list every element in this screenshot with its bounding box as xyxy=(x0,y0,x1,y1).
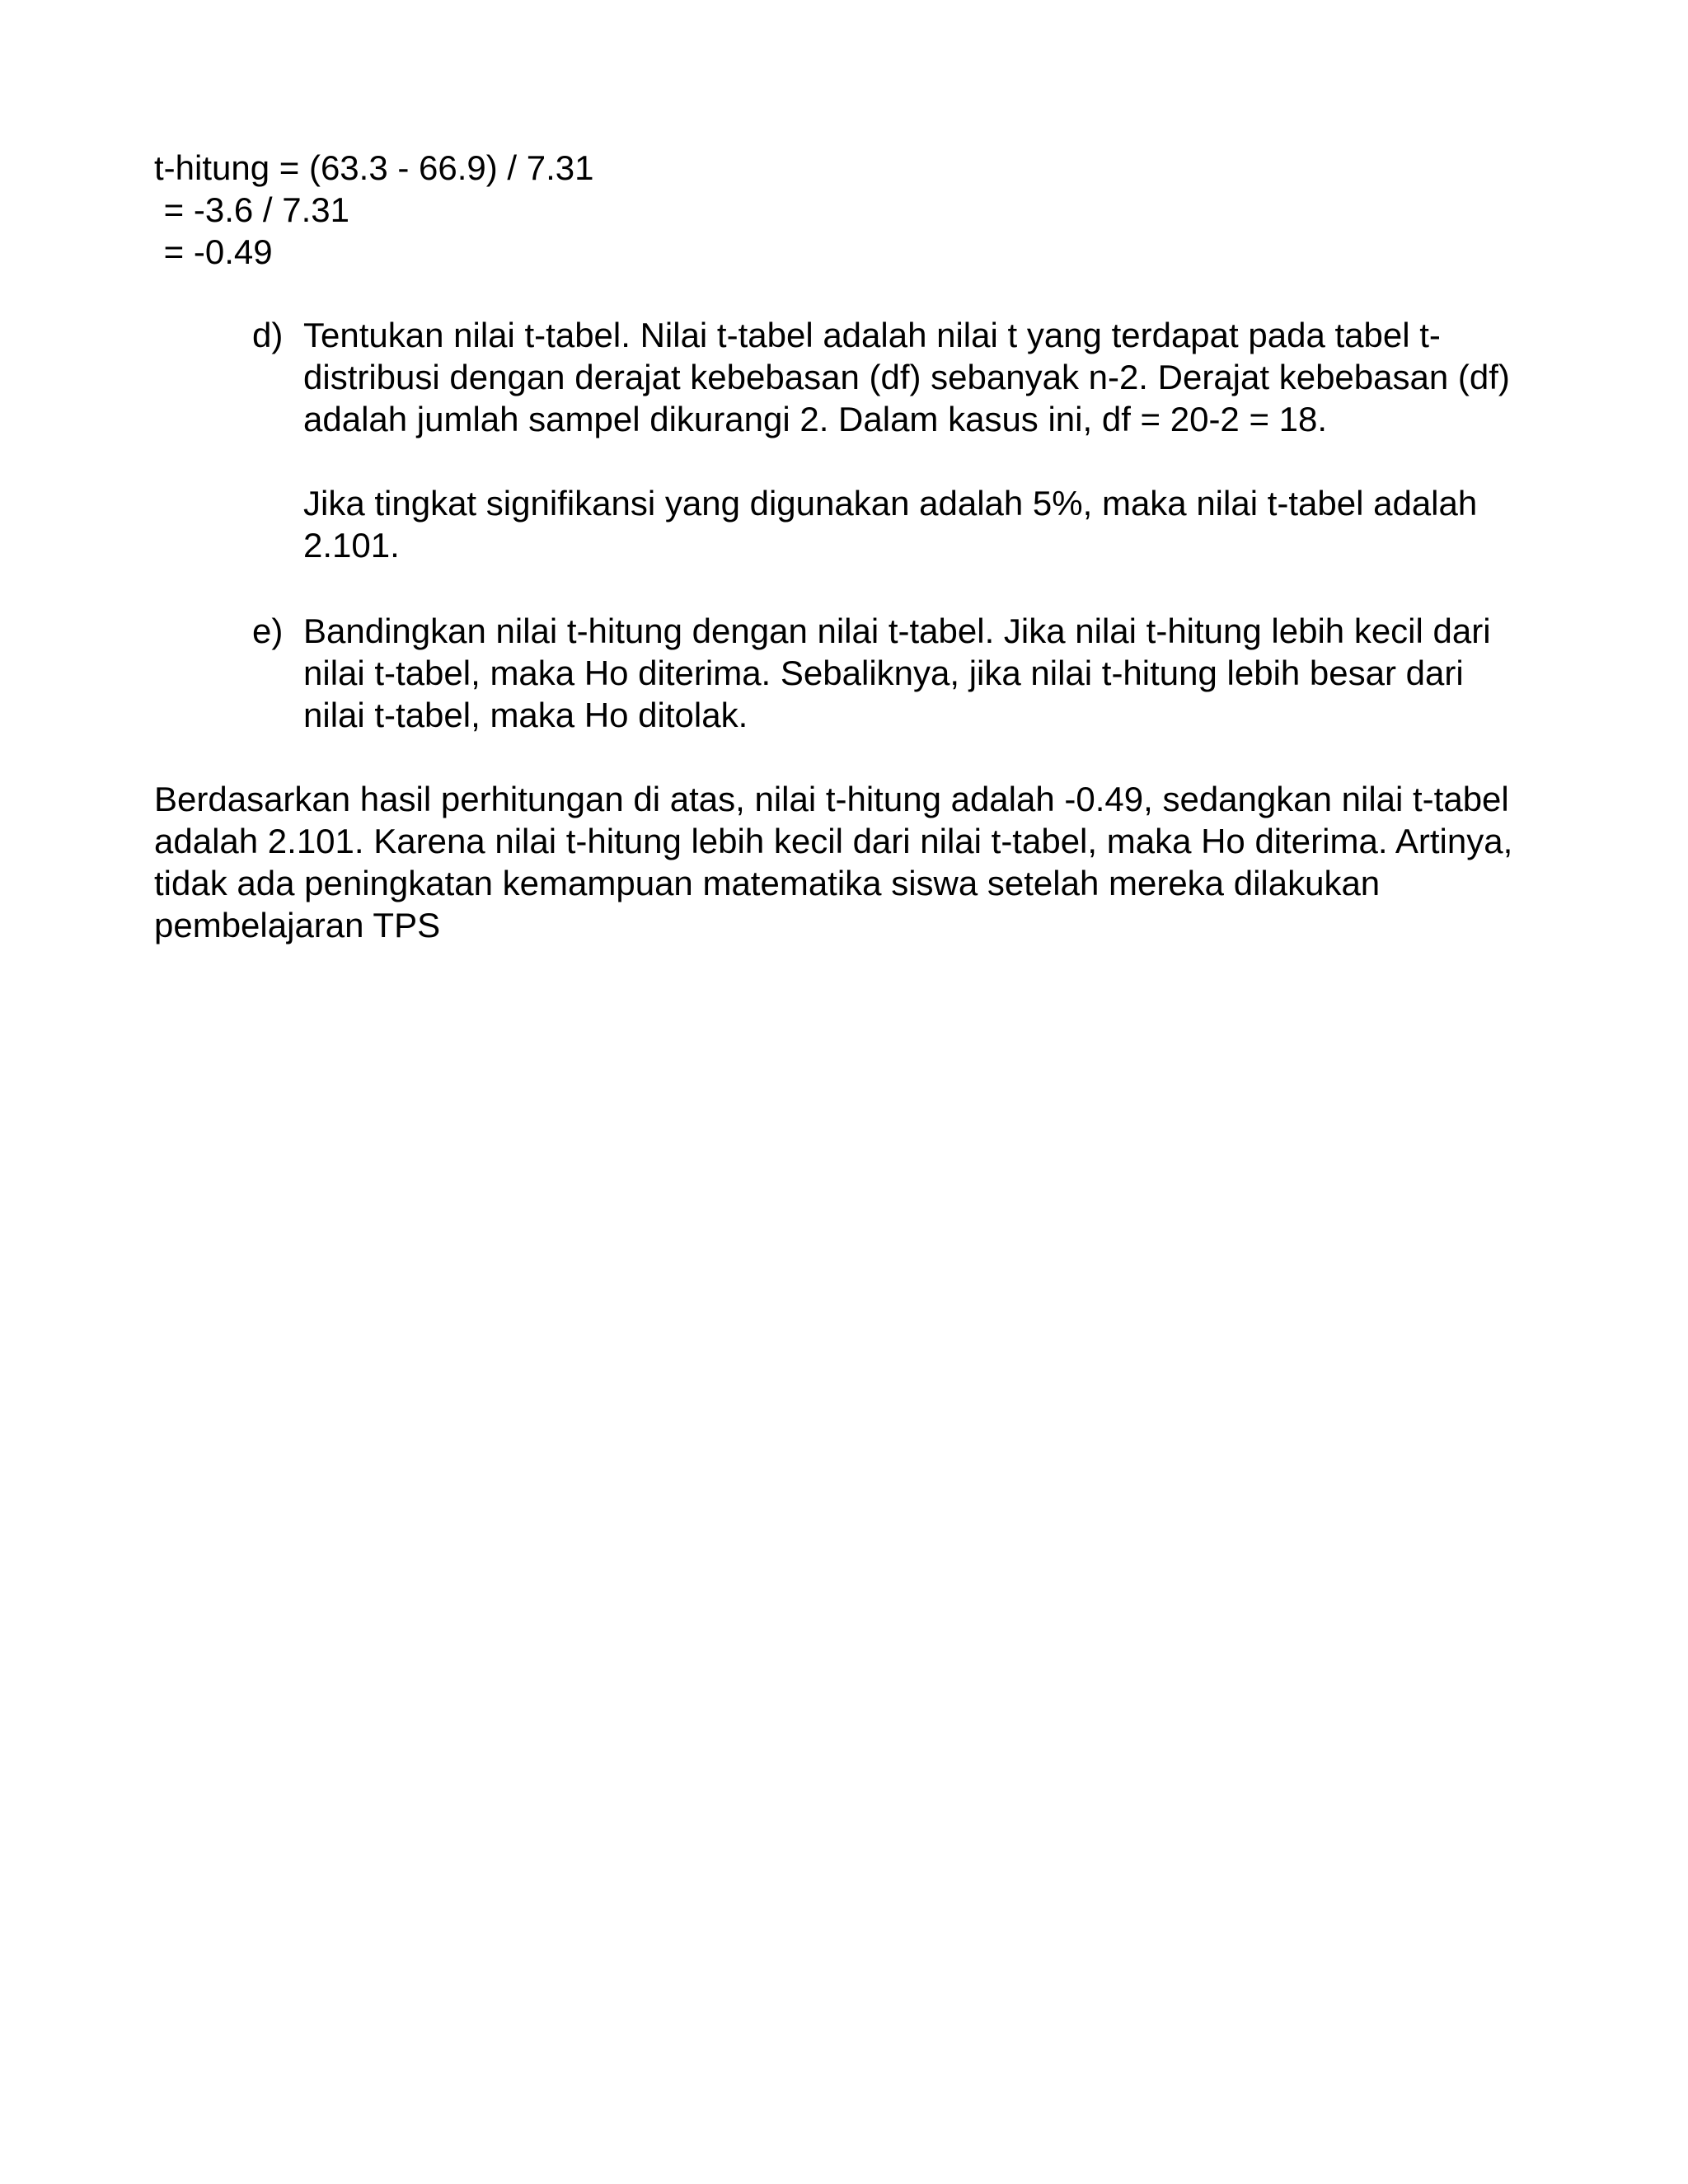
step-text-line: distribusi dengan derajat kebebasan (df) sebanyak n-2. Derajat kebebasan (df) xyxy=(303,358,1510,396)
step-label: d) xyxy=(252,316,284,354)
calculation-line-1: t-hitung = (63.3 - 66.9) / 7.31 xyxy=(154,148,594,187)
step-label: e) xyxy=(252,612,284,650)
step-body xyxy=(303,610,1639,736)
conclusion-line: adalah 2.101. Karena nilai t-hitung lebih kecil dari nilai t-tabel, maka Ho diterima. Artinya, xyxy=(154,822,1513,860)
step-text-line: adalah jumlah sampel dikurangi 2. Dalam kasus ini, df = 20-2 = 18. xyxy=(303,400,1328,438)
step-text-line: Bandingkan nilai t-hitung dengan nilai t-tabel. Jika nilai t-hitung lebih kecil dari xyxy=(303,612,1491,650)
step-body xyxy=(303,314,1639,566)
calculation-line-2: = -3.6 / 7.31 xyxy=(154,190,349,229)
step-text-line: nilai t-tabel, maka Ho ditolak. xyxy=(303,696,748,734)
step-text-line: Jika tingkat signifikansi yang digunakan adalah 5%, maka nilai t-tabel adalah xyxy=(303,484,1478,523)
step-text-line: Tentukan nilai t-tabel. Nilai t-tabel adalah nilai t yang terdapat pada tabel t- xyxy=(303,316,1441,354)
conclusion-line: tidak ada peningkatan kemampuan matematika siswa setelah mereka dilakukan xyxy=(154,864,1381,902)
conclusion-line: pembelajaran TPS xyxy=(154,906,441,944)
step-text-line: nilai t-tabel, maka Ho diterima. Sebaliknya, jika nilai t-hitung lebih besar dari xyxy=(303,654,1464,692)
step-text-line: 2.101. xyxy=(303,526,400,565)
conclusion-paragraph xyxy=(154,778,1638,946)
calculation-line-3: = -0.49 xyxy=(154,232,273,271)
conclusion-line: Berdasarkan hasil perhitungan di atas, nilai t-hitung adalah -0.49, sedangkan nilai t-tabel xyxy=(154,780,1509,818)
